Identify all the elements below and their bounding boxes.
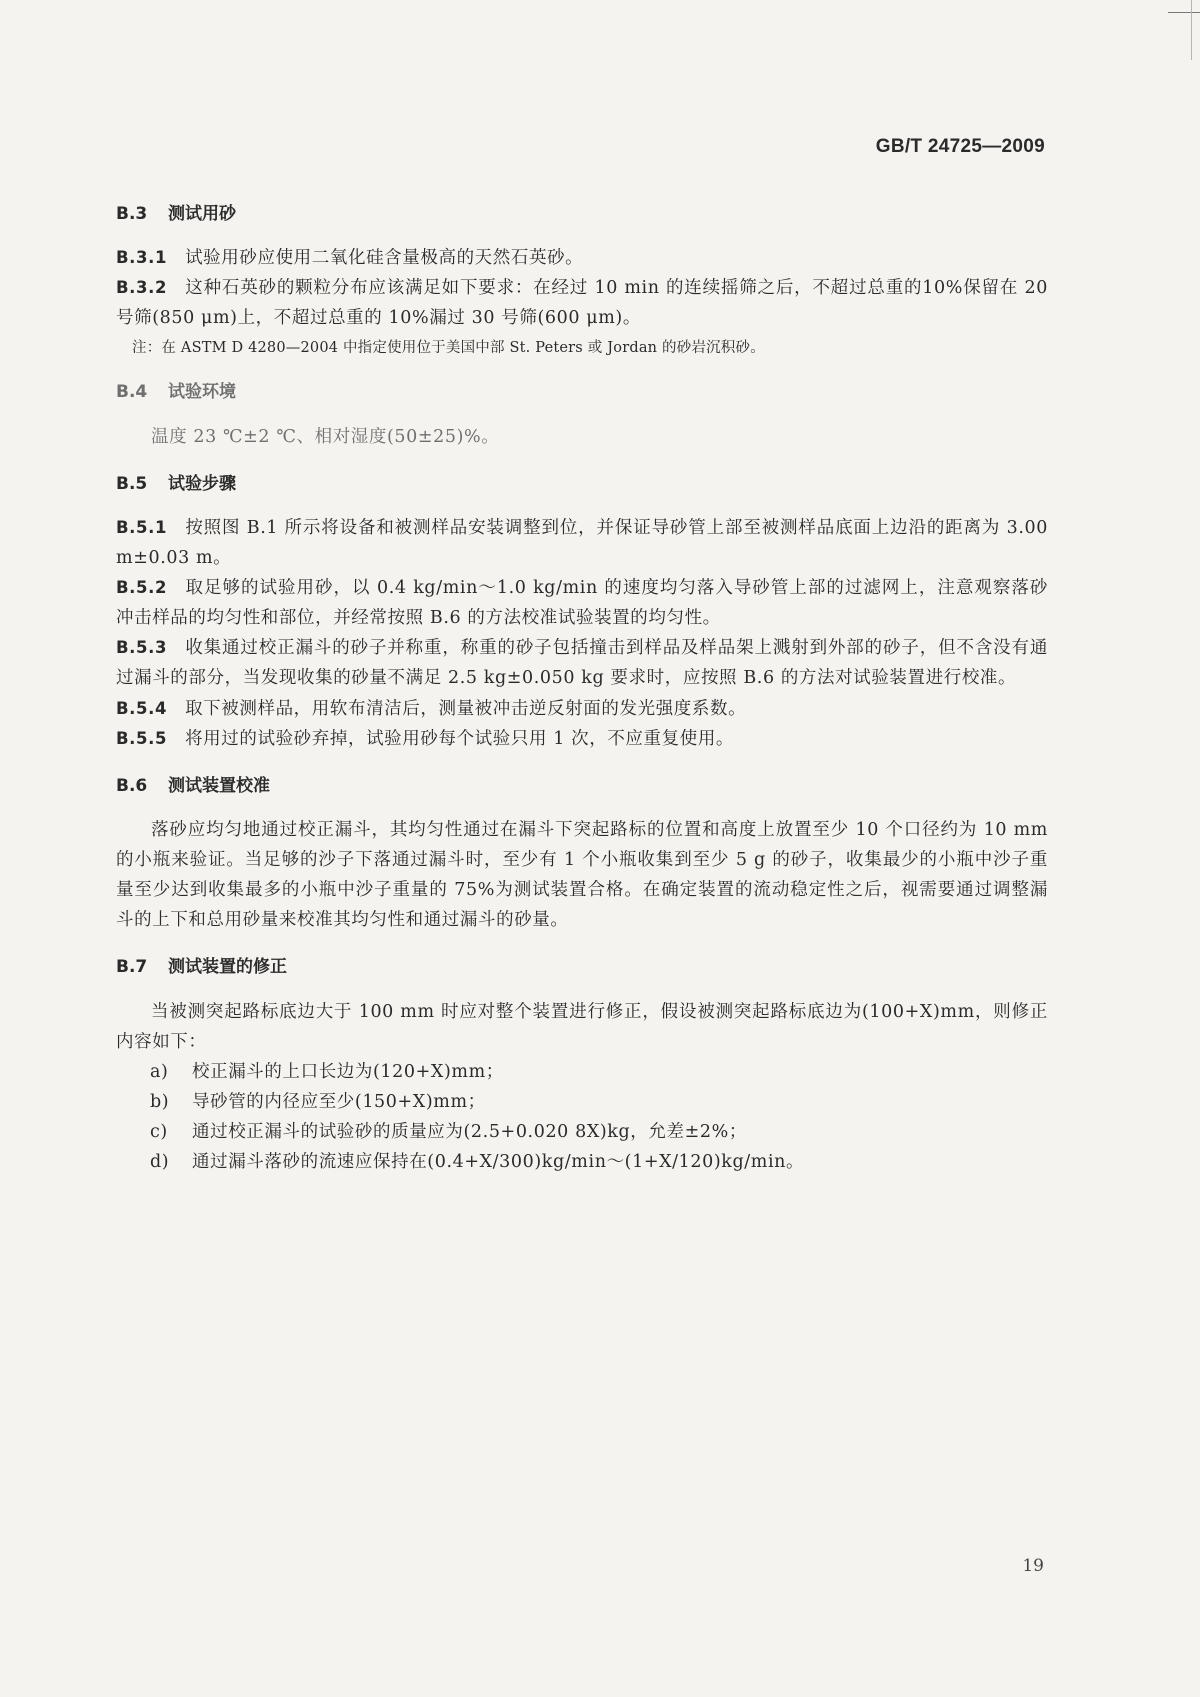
scan-edge-mark <box>1168 12 1200 13</box>
main-content <box>116 200 1048 1177</box>
page-number: 19 <box>1022 1556 1044 1576</box>
section-heading-b6 <box>116 772 1048 801</box>
section-number: B.4 <box>116 382 148 403</box>
clause-text: 收集通过校正漏斗的砂子并称重，称重的砂子包括撞击到样品及样品架上溅射到外部的砂子，但不含没有通过漏斗的部分，当发现收集的砂量不满足 2.5 kg±0.050 kg 要求时，应按照 B.6 的方法对试验装置进行校准。 <box>116 638 1048 689</box>
section-heading-b7 <box>116 953 1048 982</box>
clause-b5-1 <box>116 513 1048 573</box>
paragraph-b6: 落砂应均匀地通过校正漏斗，其均匀性通过在漏斗下突起路标的位置和高度上放置至少 10 个口径约为 10 mm 的小瓶来验证。当足够的沙子下落通过漏斗时，至少有 1 个小瓶收集到至少 5 g 的砂子，收集最少的小瓶中沙子重量至少达到收集最多的小瓶中沙子重量的 75%为测试装置合格。在确定装置的流动稳定性之后，视需要通过调整漏斗的上下和总用砂量来校准其均匀性和通过漏斗的砂量。 <box>116 820 1048 931</box>
list-item-text: 导砂管的内径应至少(150+X)mm； <box>192 1091 486 1112</box>
note: 注：在 ASTM D 4280—2004 中指定使用位于美国中部 St. Peters 或 Jordan 的砂岩沉积砂。 <box>132 339 765 356</box>
clause-text: 这种石英砂的颗粒分布应该满足如下要求：在经过 10 min 的连续摇筛之后，不超过总重的10%保留在 20 号筛(850 μm)上，不超过总重的 10%漏过 30 号筛(600 μm)。 <box>116 278 1048 329</box>
clause-text: 试验用砂应使用二氧化硅含量极高的天然石英砂。 <box>185 248 584 269</box>
clause-number: B.5.3 <box>116 638 168 658</box>
paragraph-b4: 温度 23 ℃±2 ℃、相对湿度(50±25)%。 <box>151 426 500 447</box>
scan-edge-bar <box>1191 0 1192 60</box>
section-number: B.3 <box>116 204 148 224</box>
clause-number: B.5.4 <box>116 698 168 718</box>
section-title: 测试装置的修正 <box>168 957 287 978</box>
section-title: 试验环境 <box>168 382 236 403</box>
clause-b5-5 <box>116 724 1048 754</box>
section-title: 测试用砂 <box>168 204 236 224</box>
correction-list <box>150 1057 1048 1177</box>
section-number: B.5 <box>116 473 148 494</box>
section-title: 测试装置校准 <box>168 775 270 796</box>
list-item-label: b) <box>150 1091 170 1112</box>
list-item-text: 校正漏斗的上口长边为(120+X)mm； <box>192 1061 504 1082</box>
clause-text: 取足够的试验用砂，以 0.4 kg/min～1.0 kg/min 的速度均匀落入导砂管上部的过滤网上，注意观察落砂冲击样品的均匀性和部位，并经常按照 B.6 的方法校准试验装置的均匀性。 <box>116 578 1048 629</box>
list-item-label: d) <box>150 1152 170 1173</box>
clause-number: B.5.5 <box>116 728 168 748</box>
clause-number: B.5.1 <box>116 518 168 538</box>
clause-b5-4 <box>116 694 1048 724</box>
section-title: 试验步骤 <box>168 473 236 494</box>
document-code: GB/T 24725—2009 <box>875 136 1045 157</box>
clause-text: 按照图 B.1 所示将设备和被测样品安装调整到位，并保证导砂管上部至被测样品底面上边沿的距离为 3.00 m±0.03 m。 <box>116 518 1049 569</box>
list-item-text: 通过校正漏斗的试验砂的质量应为(2.5+0.020 8X)kg，允差±2%； <box>192 1121 747 1142</box>
clause-number: B.5.2 <box>116 578 168 598</box>
clause-number: B.3.2 <box>116 278 168 298</box>
paragraph-b7: 当被测突起路标底边大于 100 mm 时应对整个装置进行修正，假设被测突起路标底边为(100+X)mm，则修正内容如下： <box>116 1001 1048 1052</box>
list-item <box>150 1087 1048 1117</box>
list-item-label: c) <box>150 1121 168 1142</box>
clause-number: B.3.1 <box>116 248 168 268</box>
section-heading-b3 <box>116 200 1048 229</box>
section-number: B.7 <box>116 957 148 978</box>
list-item <box>150 1117 1048 1147</box>
section-number: B.6 <box>116 775 148 796</box>
section-heading-b4 <box>116 378 1048 407</box>
clause-b3-2 <box>116 273 1048 333</box>
list-item-label: a) <box>150 1061 169 1082</box>
clause-text: 取下被测样品，用软布清洁后，测量被冲击逆反射面的发光强度系数。 <box>185 698 747 719</box>
clause-b5-2 <box>116 573 1048 633</box>
clause-b3-1 <box>116 243 1048 273</box>
list-item <box>150 1057 1048 1087</box>
list-item-text: 通过漏斗落砂的流速应保持在(0.4+X/300)kg/min～(1+X/120)kg/min。 <box>192 1152 805 1173</box>
section-heading-b5 <box>116 470 1048 499</box>
clause-text: 将用过的试验砂弃掉，试验用砂每个试验只用 1 次，不应重复使用。 <box>185 728 735 749</box>
clause-b5-3 <box>116 633 1048 693</box>
list-item <box>150 1147 1048 1177</box>
